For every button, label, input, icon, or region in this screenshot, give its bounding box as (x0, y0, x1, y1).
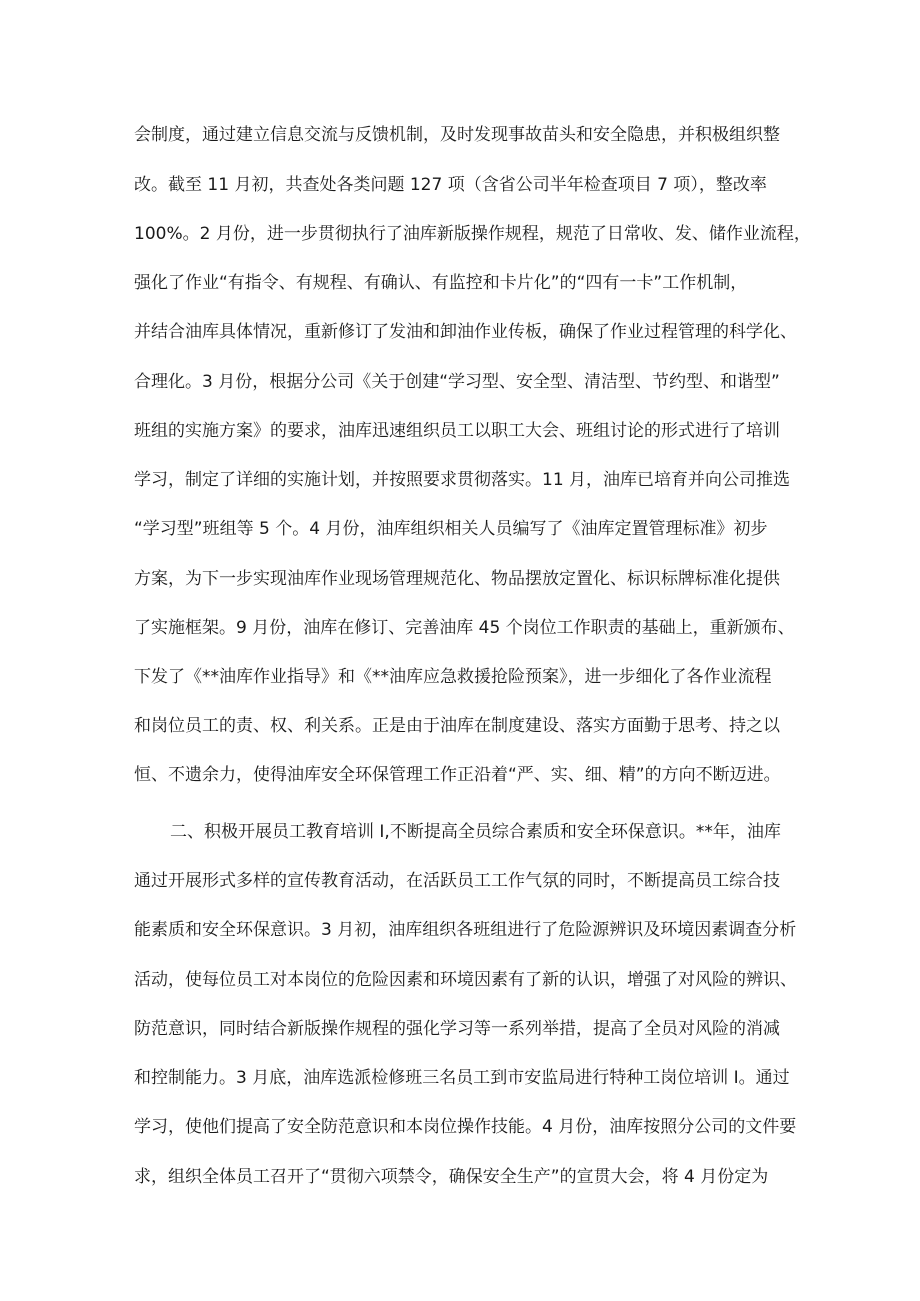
paragraph-heading-line: 二、积极开展员工教育培训 I,不断提高全员综合素质和安全环保意识。**年，油库 (170, 822, 781, 842)
text-line: 学习，使他们提高了安全防范意识和本岗位操作技能。4 月份，油库按照分公司的文件要 (134, 1117, 797, 1137)
text-line: 方案，为下一步实现油库作业现场管理规范化、物品摆放定置化、标识标牌标准化提供 (134, 569, 780, 589)
text-line: 能素质和安全环保意识。3 月初，油库组织各班组进行了危险源辨识及环境因素调查分析 (134, 920, 797, 940)
text-line: 活动，使每位员工对本岗位的危险因素和环境因素有了新的认识，增强了对风险的辨识、 (134, 970, 797, 990)
text-line: 和岗位员工的责、权、利关系。正是由于油库在制度建设、落实方面勤于思考、持之以 (134, 716, 780, 736)
text-line: 学习，制定了详细的实施计划，并按照要求贯彻落实。11 月，油库已培育并向公司推选 (134, 470, 791, 490)
text-line: 了实施框架。9 月份，油库在修订、完善油库 45 个岗位工作职责的基础上，重新颁布、 (134, 618, 795, 638)
text-line: 防范意识，同时结合新版操作规程的强化学习等一系列举措，提高了全员对风险的消减 (134, 1019, 780, 1039)
text-line: 100%。2 月份，进一步贯彻执行了油库新版操作规程，规范了日常收、发、储作业流程， (134, 224, 811, 244)
text-line: “学习型”班组等 5 个。4 月份，油库组织相关人员编写了《油库定置管理标准》初步 (134, 519, 768, 539)
text-line: 会制度，通过建立信息交流与反馈机制，及时发现事故苗头和安全隐患，并积极组织整 (134, 125, 780, 145)
text-line: 通过开展形式多样的宣传教育活动，在活跃员工工作气氛的同时，不断提高员工综合技 (134, 871, 780, 891)
text-line: 求，组织全体员工召开了“贯彻六项禁令，确保安全生产”的宣贯大会，将 4 月份定为 (134, 1167, 769, 1187)
text-line: 恒、不遗余力，使得油库安全环保管理工作正沿着“严、实、细、精”的方向不断迈进。 (134, 765, 781, 785)
text-line: 强化了作业“有指令、有规程、有确认、有监控和卡片化”的“四有一卡”工作机制， (134, 273, 748, 293)
text-line: 班组的实施方案》的要求，油库迅速组织员工以职工大会、班组讨论的形式进行了培训 (134, 421, 780, 441)
text-line: 改。截至 11 月初，共查处各类问题 127 项（含省公司半年检查项目 7 项），整改率 (134, 175, 767, 195)
text-line: 并结合油库具体情况，重新修订了发油和卸油作业传板，确保了作业过程管理的科学化、 (134, 322, 797, 342)
text-line: 和控制能力。3 月底，油库选派检修班三名员工到市安监局进行特种工岗位培训 I。通过 (134, 1068, 790, 1088)
text-line: 下发了《**油库作业指导》和《**油库应急救援抢险预案》，进一步细化了各作业流程 (134, 667, 772, 687)
text-line: 合理化。3 月份，根据分公司《关于创建“学习型、安全型、清洁型、节约型、和谐型” (134, 372, 780, 392)
